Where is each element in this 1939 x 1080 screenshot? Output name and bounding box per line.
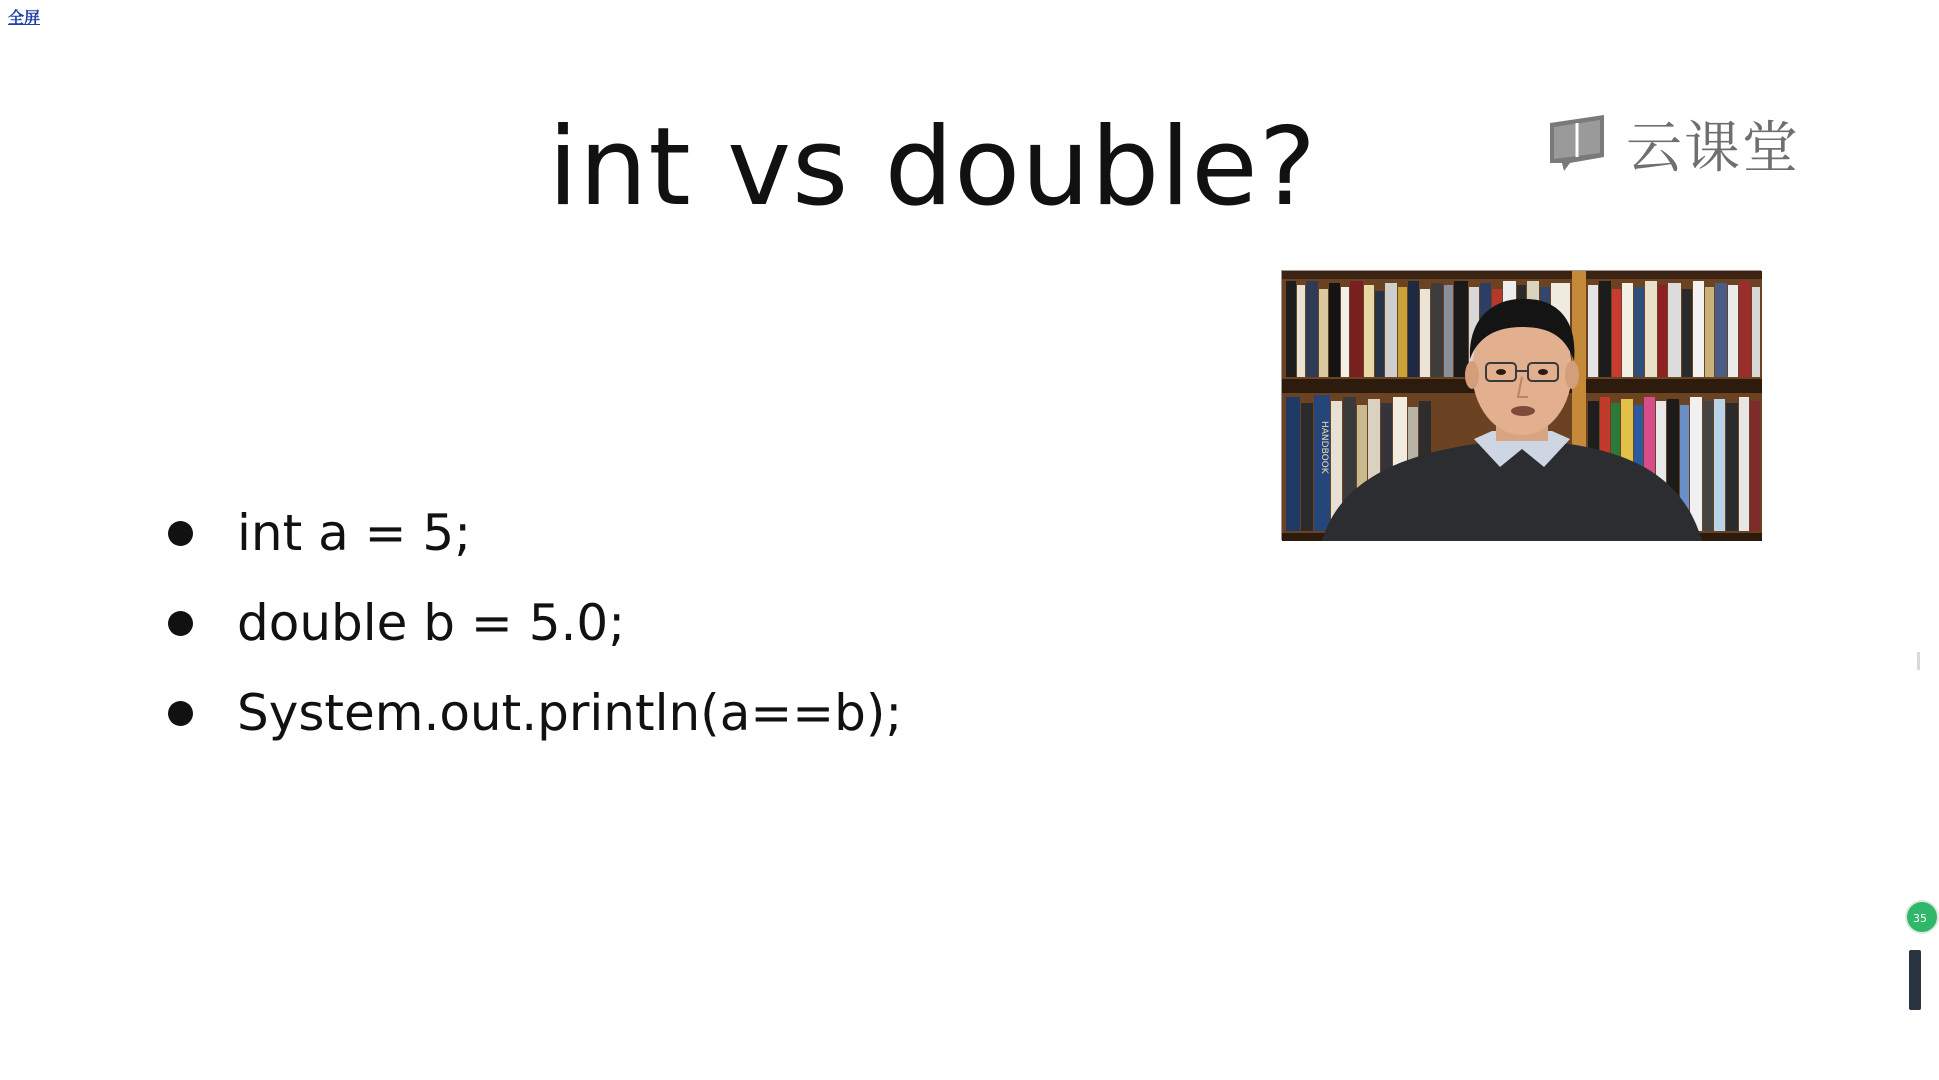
bullet-text: System.out.println(a==b);: [237, 684, 903, 742]
presenter-video[interactable]: [1281, 270, 1761, 540]
edge-scroll-mark: [1917, 652, 1920, 670]
bullet-dot: [168, 701, 193, 726]
presenter-video-frame: [1282, 271, 1762, 541]
bullet-dot: [168, 521, 193, 546]
brand-logo: [1546, 104, 1800, 184]
side-panel-handle[interactable]: [1909, 950, 1921, 1010]
bullet-text: double b = 5.0;: [237, 594, 626, 652]
list-item: [168, 488, 902, 578]
chat-book-icon: [1546, 113, 1610, 175]
bullet-text: int a = 5;: [237, 504, 472, 562]
book-spine-text: HANDBOOK: [1319, 421, 1329, 474]
floating-side-widget[interactable]: [1902, 900, 1927, 1010]
fullscreen-button[interactable]: 全屏: [8, 8, 41, 27]
brand-logo-text: 云课堂: [1626, 116, 1800, 181]
list-item: [168, 578, 902, 668]
bullet-dot: [168, 611, 193, 636]
list-item: [168, 668, 902, 758]
bullet-list: [168, 488, 902, 758]
side-badge[interactable]: 35: [1905, 900, 1939, 934]
slide-title: int vs double?: [547, 105, 1318, 230]
